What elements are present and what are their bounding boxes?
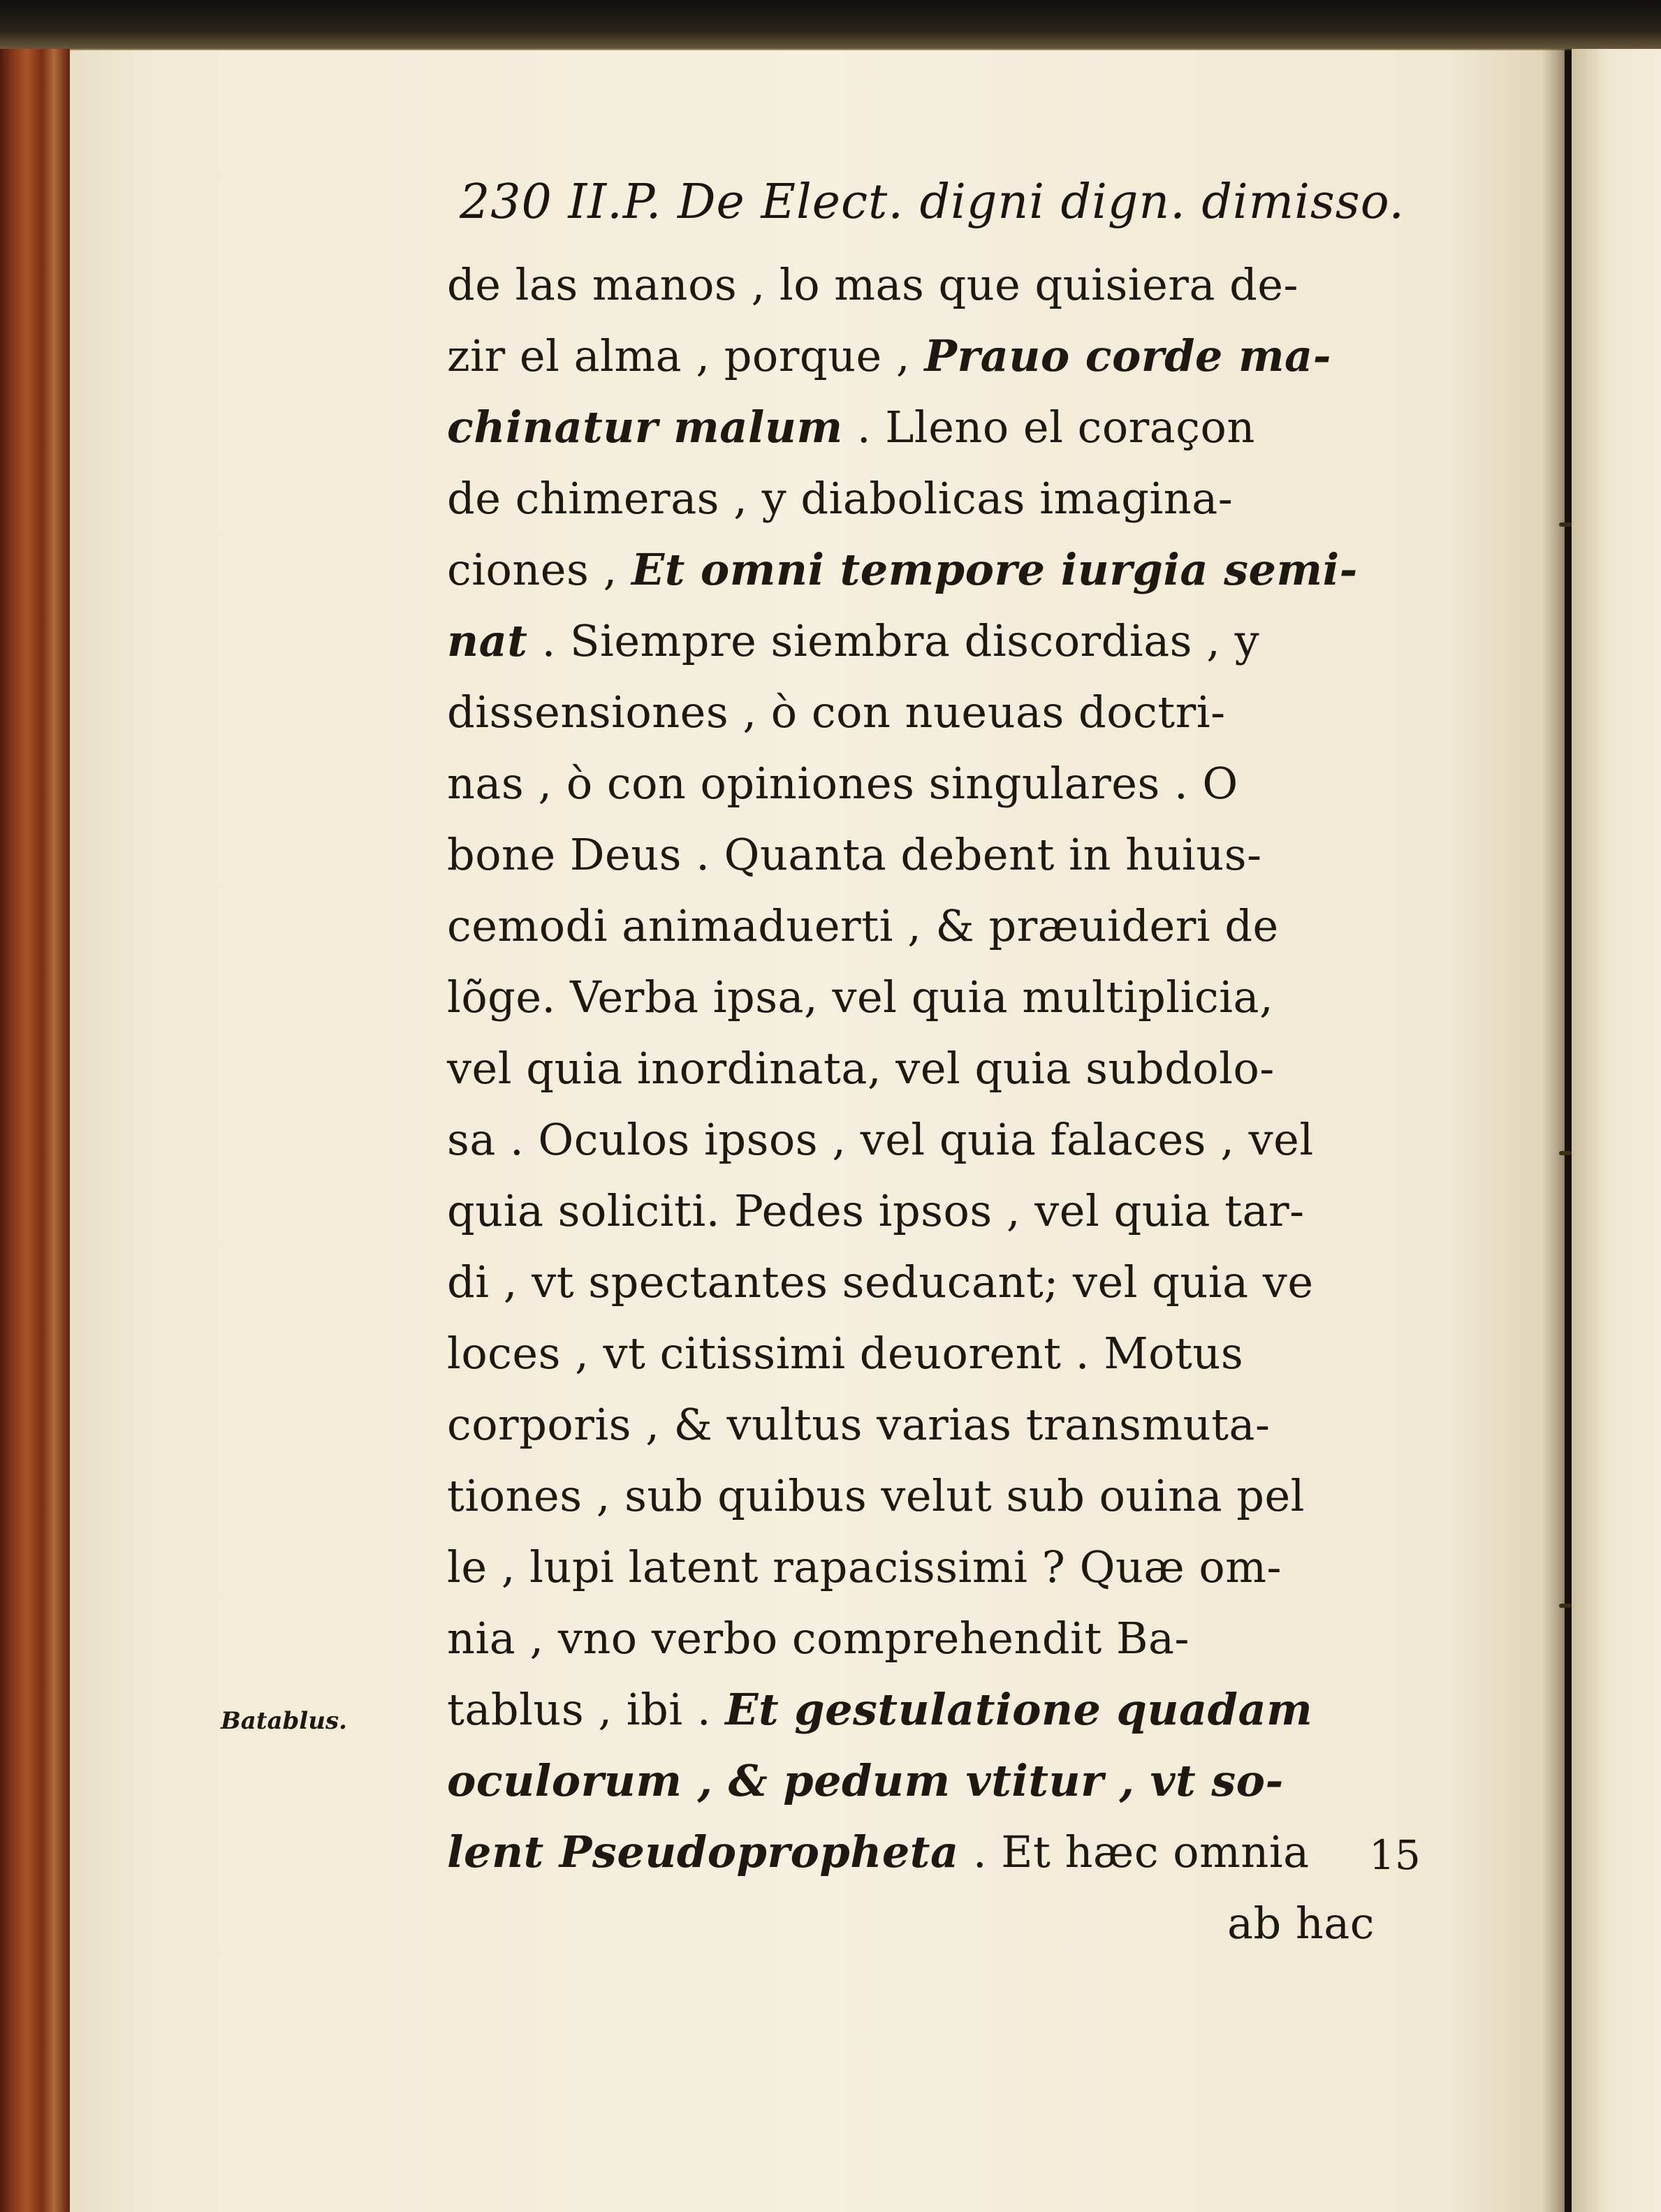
marginal-note: Batablus. (221, 1707, 347, 1735)
text-run: vel quia inordinata, vel quia subdolo- (447, 1043, 1275, 1094)
text-run: ciones , (447, 544, 631, 595)
text-line (447, 1824, 1310, 1880)
italic-latin-quote: chinatur malum (447, 402, 843, 453)
text-run: le , lupi latent rapacissimi ? Quæ om- (447, 1541, 1282, 1592)
text-run: . Siempre siembra discordias , y (527, 615, 1260, 666)
text-line (447, 400, 1255, 455)
text-line (447, 1183, 1305, 1239)
text-run: cemodi animaduerti , & præuideri de (447, 900, 1279, 951)
italic-latin-quote: nat (447, 615, 528, 666)
text-run: de chimeras , y diabolicas imagina- (447, 473, 1234, 524)
text-line (447, 1326, 1243, 1382)
binding-stitch (1559, 522, 1572, 527)
italic-latin-quote: oculorum , & pedum vtitur , vt so- (447, 1755, 1284, 1806)
text-line (447, 684, 1226, 740)
text-line (447, 827, 1262, 883)
text-line (447, 257, 1298, 313)
text-line (447, 1254, 1314, 1310)
binding-stitch (1559, 1151, 1572, 1155)
text-line (447, 328, 1331, 384)
text-line (447, 756, 1238, 812)
text-line (447, 1468, 1305, 1524)
text-run: quia soliciti. Pedes ipsos , vel quia tar- (447, 1185, 1305, 1236)
text-line (447, 1397, 1270, 1453)
italic-latin-quote: Prauo corde ma- (924, 330, 1331, 381)
binding-stitch (1559, 1604, 1572, 1608)
text-line (447, 1611, 1190, 1667)
text-run: di , vt spectantes seducant; vel quia ve (447, 1257, 1314, 1308)
text-run: lõge. Verba ipsa, vel quia multiplicia, (447, 972, 1274, 1023)
italic-latin-quote: lent Pseudopropheta (447, 1826, 959, 1877)
text-run: bone Deus . Quanta debent in huius- (447, 829, 1262, 880)
text-run: dissensiones , ò con nueuas doctri- (447, 687, 1226, 738)
text-run: zir el alma , porque , (447, 330, 925, 381)
text-line (447, 1753, 1284, 1809)
text-run: tablus , ibi . (447, 1684, 726, 1735)
text-line (447, 1112, 1314, 1168)
marginal-line-number: 15 (1369, 1831, 1421, 1879)
text-line (1227, 1896, 1375, 1951)
text-line (447, 1682, 1312, 1738)
book-fore-edge (0, 49, 77, 2212)
text-line (447, 471, 1233, 527)
text-line (447, 898, 1279, 954)
text-run: sa . Oculos ipsos , vel quia falaces , vel (447, 1114, 1314, 1165)
binding-top-edge (0, 0, 1661, 50)
running-head: 230 II.P. De Elect. digni dign. dimisso. (460, 175, 1405, 230)
text-line (447, 613, 1259, 669)
gutter-shadow (1542, 49, 1574, 2212)
text-run: loces , vt citissimi deuorent . Motus (447, 1328, 1244, 1379)
text-line (447, 969, 1273, 1025)
text-line (447, 1041, 1275, 1097)
text-run: nas , ò con opiniones singulares . O (447, 758, 1238, 809)
italic-latin-quote: Et omni tempore iurgia semi- (631, 544, 1358, 595)
text-run: ab hac (1227, 1898, 1375, 1949)
text-line (447, 542, 1358, 598)
italic-latin-quote: Et gestulatione quadam (725, 1684, 1313, 1735)
facing-page-edge (1572, 49, 1661, 2212)
text-run: de las manos , lo mas que quisiera de- (447, 259, 1298, 310)
text-run: . Lleno el coraçon (842, 402, 1255, 453)
text-run: corporis , & vultus varias transmuta- (447, 1399, 1271, 1450)
text-run: . Et hæc omnia (958, 1826, 1310, 1877)
text-run: tiones , sub quibus velut sub ouina pel (447, 1470, 1305, 1521)
text-line (447, 1539, 1282, 1595)
text-run: nia , vno verbo comprehendit Ba- (447, 1613, 1190, 1664)
